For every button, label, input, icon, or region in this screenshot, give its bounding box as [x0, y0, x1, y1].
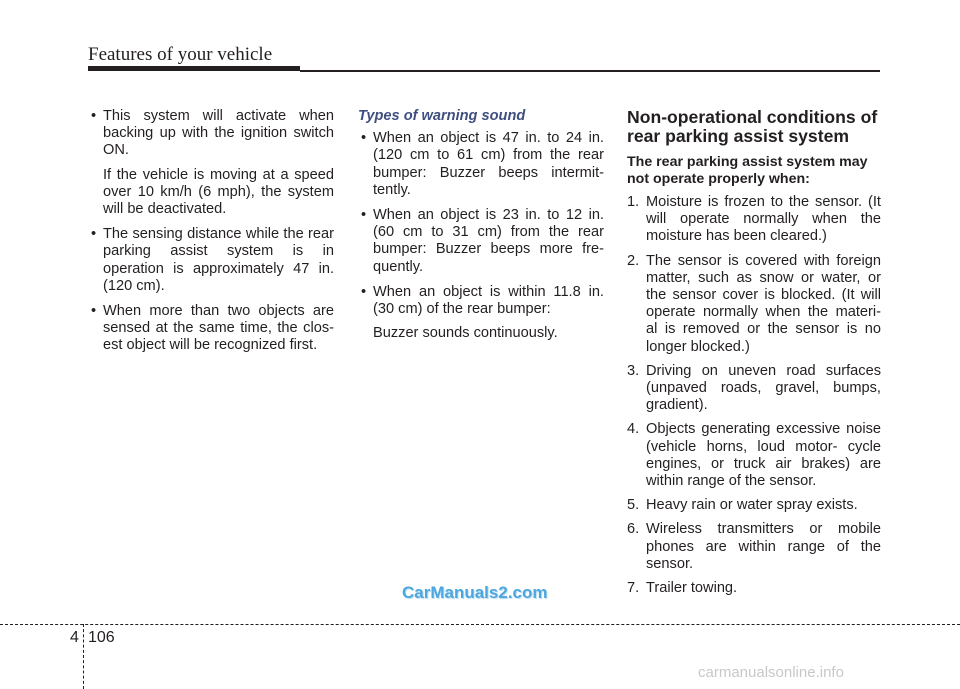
list-item: [627, 253, 881, 356]
header-rule-thin: [300, 70, 880, 72]
bullet-continuation: Buzzer sounds continuously.: [373, 325, 558, 342]
list-item-number: 7.: [627, 580, 640, 597]
subheading: Types of warning sound: [358, 108, 526, 124]
list-item-number: 4.: [627, 421, 640, 438]
header-rule-thick: [88, 66, 300, 71]
list-item: [627, 521, 881, 573]
list-item-text: Heavy rain or water spray exists.: [646, 497, 858, 514]
numbered-list: [627, 194, 881, 597]
bullet-item: [88, 108, 334, 218]
list-item-text: The sensor is covered with foreign matter, such as snow or water, or the sensor cover is blocked. (It will operate normally when the materi- al is removed or the sensor is no longer blocked.): [646, 252, 881, 355]
list-item-text: Moisture is frozen to the sensor. (It will operate normally when the moisture has been cleared.): [646, 194, 881, 245]
bullet-item: • When an object is 47 in. to 24 in. (120 cm to 61 cm) from the rear bumper: Buzzer beeps intermit- tently.: [358, 130, 604, 199]
page-number: 106: [88, 629, 115, 646]
list-item-number: 3.: [627, 362, 640, 379]
list-item-text: Wireless transmitters or mobile phones are within range of the sensor.: [646, 521, 881, 572]
footer-site-watermark: carmanualsonline.info: [698, 664, 844, 681]
list-item: [627, 363, 881, 415]
list-item-number: 2.: [627, 252, 640, 269]
column-2: [358, 108, 604, 350]
list-item-number: 6.: [627, 521, 640, 538]
bullet-text: • This system will activate when backing up with the ignition switch ON.: [103, 108, 334, 159]
list-item: [627, 194, 881, 246]
column-1: [88, 108, 334, 363]
list-item-text: Driving on uneven road surfaces (unpaved roads, gravel, bumps, gradient).: [646, 362, 881, 414]
chapter-number: 4: [70, 629, 79, 646]
list-item: [627, 421, 881, 490]
list-item-text: Trailer towing.: [646, 580, 738, 597]
page-header-title: Features of your vehicle: [88, 44, 273, 65]
list-item-number: 5.: [627, 497, 640, 514]
bullet-text: • When an object is within 11.8 in. (30 cm) of the rear bumper:: [373, 283, 604, 318]
section-subtitle: The rear parking assist system may not operate properly when:: [627, 154, 868, 187]
bullet-item: [358, 284, 604, 343]
footer-rule: [0, 624, 960, 625]
bullet-continuation: If the vehicle is moving at a speed over 10 km/h (6 mph), the system will be deactivated.: [103, 166, 334, 218]
list-item-text: Objects generating excessive noise (vehicle horns, loud motor- cycle engines, or truck air brakes) are within range of the sensor.: [646, 421, 881, 490]
section-title: Non-operational conditions of rear parking assist system: [627, 107, 878, 146]
list-item: [627, 497, 881, 514]
bullet-item: • When an object is 23 in. to 12 in. (60 cm to 31 cm) from the rear bumper: Buzzer beeps more fre- quently.: [358, 207, 604, 276]
list-item-number: 1.: [627, 194, 640, 210]
bullet-item: • When more than two objects are sensed at the same time, the clos- est object will be recognized first.: [88, 303, 334, 355]
list-item: [627, 580, 881, 597]
bullet-item: • The sensing distance while the rear parking assist system is in operation is approximately 47 in. (120 cm).: [88, 226, 334, 295]
column-3: [627, 108, 881, 604]
watermark-logo: CarManuals2.com: [402, 583, 548, 602]
footer-divider: [83, 624, 84, 689]
